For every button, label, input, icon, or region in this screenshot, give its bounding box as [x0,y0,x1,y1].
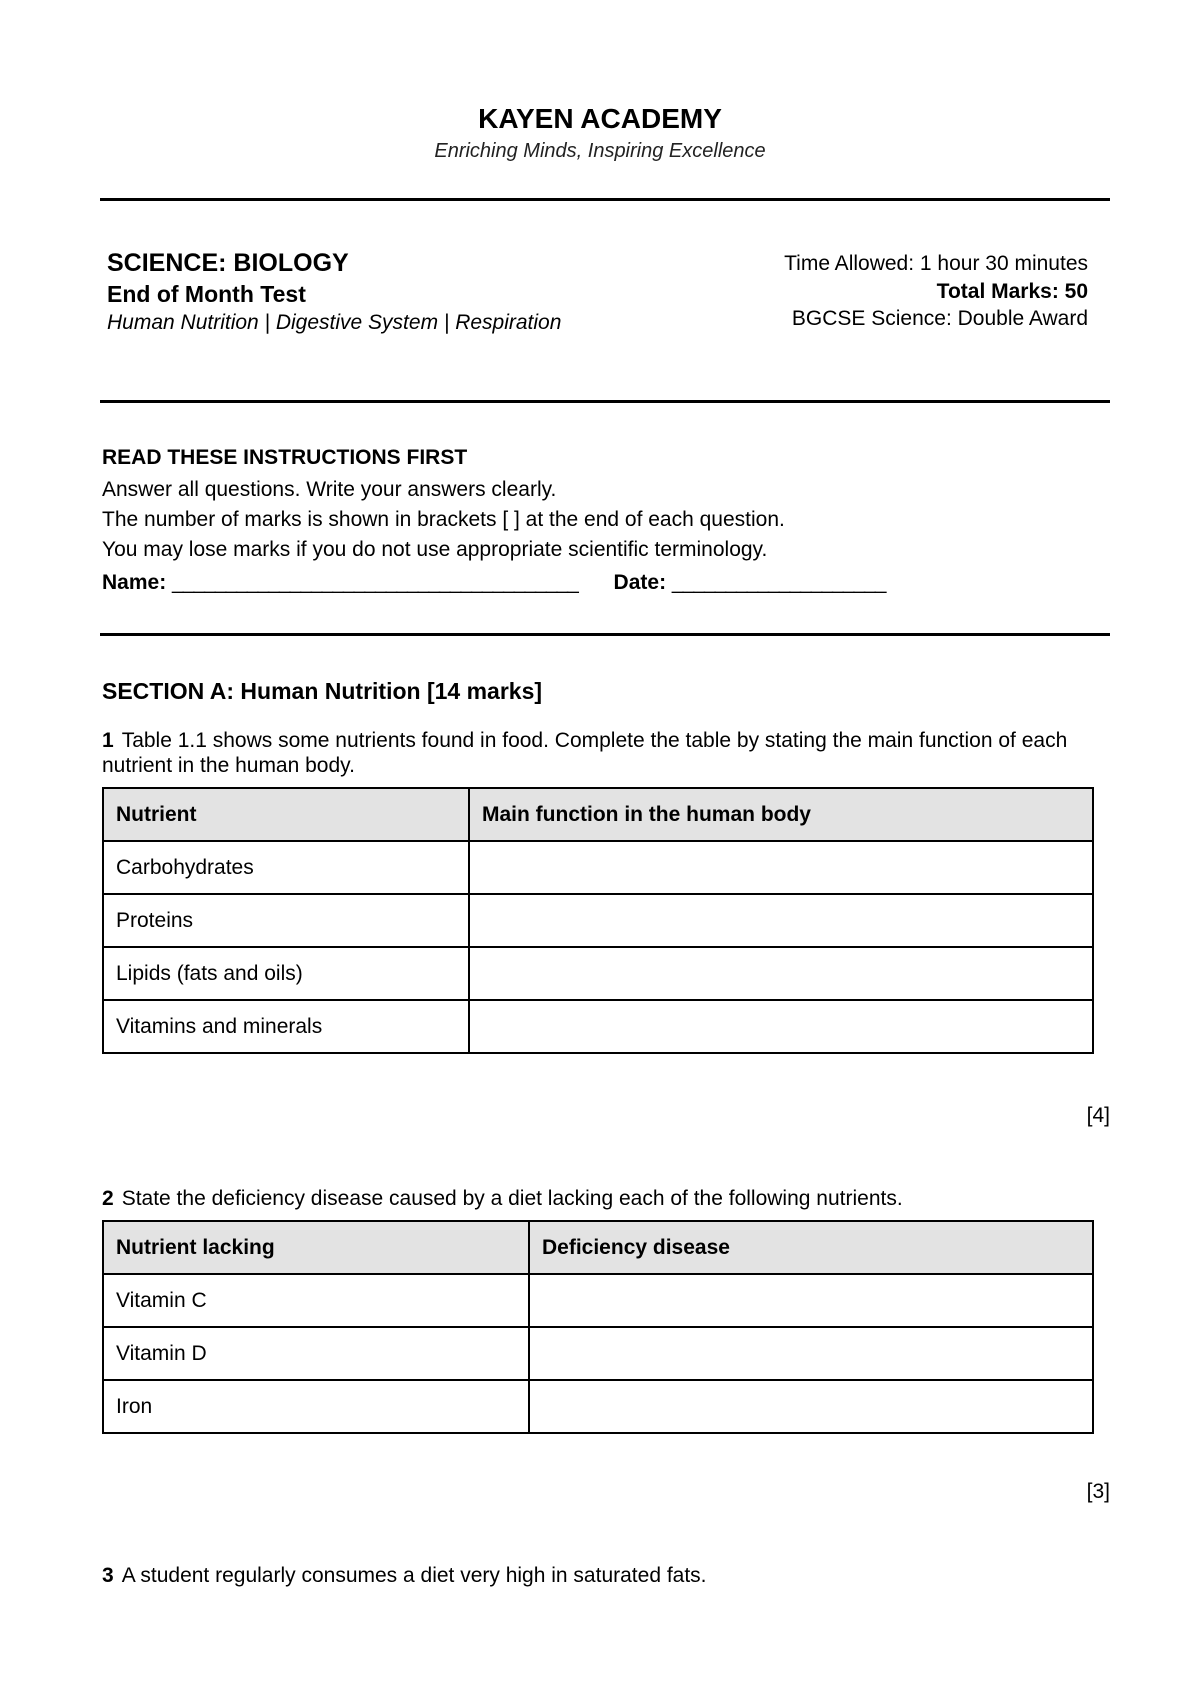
school-motto: Enriching Minds, Inspiring Excellence [434,140,766,162]
nutrient-cell: Vitamin C [103,1274,529,1327]
answer-cell[interactable] [529,1380,1093,1433]
date-label: Date: [613,571,667,594]
divider [100,633,1110,636]
divider [100,400,1110,403]
question-number: 3 [102,1564,114,1587]
table-row [103,1327,1093,1380]
name-field[interactable]: ______________________________________ [172,571,578,594]
table-row [103,947,1093,1000]
divider [100,198,1110,201]
table-row [103,841,1093,894]
time-allowed: Time Allowed: 1 hour 30 minutes [784,252,1088,275]
name-label: Name: [102,571,167,594]
question-text: Table 1.1 shows some nutrients found in food. Complete the table by stating the main function of each nutrient in the human body. [102,729,1068,777]
table-row [103,1274,1093,1327]
nutrient-cell: Iron [103,1380,529,1433]
deficiency-disease-table [102,1220,1094,1434]
instruction-line: Answer all questions. Write your answers clearly. [102,478,557,501]
column-header: Nutrient lacking [103,1221,529,1274]
answer-cell[interactable] [469,894,1093,947]
answer-cell[interactable] [469,841,1093,894]
instructions-title: READ THESE INSTRUCTIONS FIRST [102,446,468,469]
nutrient-cell: Lipids (fats and oils) [103,947,469,1000]
question-number: 2 [102,1187,114,1210]
marks-allocation: [4] [1086,1104,1110,1127]
answer-cell[interactable] [529,1327,1093,1380]
question-text: State the deficiency disease caused by a diet lacking each of the following nutrients. [121,1187,903,1210]
qualification: BGCSE Science: Double Award [791,307,1088,330]
nutrient-cell: Carbohydrates [103,841,469,894]
signature-line [102,571,886,595]
column-header: Nutrient [103,788,469,841]
question-3 [102,1563,1112,1588]
nutrient-cell: Vitamin D [103,1327,529,1380]
nutrient-function-table [102,787,1094,1054]
date-field[interactable]: ____________________ [671,571,886,594]
test-name: End of Month Test [107,281,306,307]
table-row [103,1000,1093,1053]
question-1 [102,728,1112,778]
answer-cell[interactable] [529,1274,1093,1327]
answer-cell[interactable] [469,1000,1093,1053]
question-text: A student regularly consumes a diet very high in saturated fats. [121,1564,707,1587]
section-title: SECTION A: Human Nutrition [14 marks] [102,678,543,704]
table-header-row [103,1221,1093,1274]
instruction-line: You may lose marks if you do not use appropriate scientific terminology. [102,538,768,561]
test-topics: Human Nutrition | Digestive System | Respiration [107,311,562,334]
column-header: Deficiency disease [529,1221,1093,1274]
subject-title: SCIENCE: BIOLOGY [107,249,349,277]
table-row [103,894,1093,947]
question-number: 1 [102,729,114,752]
table-row [103,1380,1093,1433]
table-header-row [103,788,1093,841]
nutrient-cell: Proteins [103,894,469,947]
school-name: KAYEN ACADEMY [478,103,722,134]
answer-cell[interactable] [469,947,1093,1000]
total-marks: Total Marks: 50 [936,280,1088,303]
question-2 [102,1186,1112,1211]
column-header: Main function in the human body [469,788,1093,841]
nutrient-cell: Vitamins and minerals [103,1000,469,1053]
instruction-line: The number of marks is shown in brackets [ ] at the end of each question. [102,508,785,531]
marks-allocation: [3] [1086,1480,1110,1503]
